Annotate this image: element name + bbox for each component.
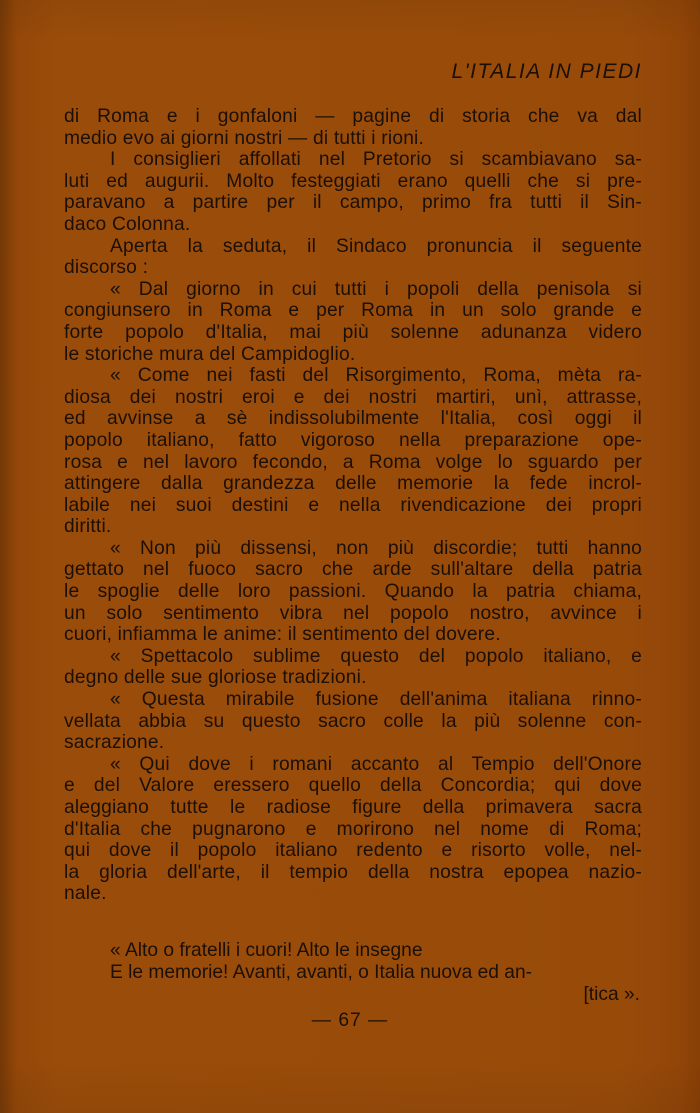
running-head: L'ITALIA IN PIEDI — [451, 60, 642, 83]
text-line: e del Valore eressero quello della Concordia; qui dove — [64, 775, 642, 797]
text-line: gettato nel fuoco sacro che arde sull'altare della patria — [64, 559, 642, 581]
text-line: popolo italiano, fatto vigoroso nella preparazione ope- — [64, 429, 642, 451]
text-line: « Dal giorno in cui tutti i popoli della penisola si — [110, 278, 642, 300]
text-line: degno delle sue gloriose tradizioni. — [64, 667, 367, 689]
text-line: diritti. — [64, 516, 112, 538]
text-line: rosa e nel lavoro fecondo, a Roma volge lo sguardo per — [64, 451, 642, 473]
page-number: — 67 — — [311, 1010, 389, 1031]
verse-line-3: [tica ». — [583, 984, 640, 1005]
text-line: la gloria dell'arte, il tempio della nostra epopea nazio- — [64, 861, 642, 883]
text-line: aleggiano tutte le radiose figure della primavera sacra — [64, 797, 642, 818]
text-line: paravano a partire per il campo, primo fra tutti il Sin- — [64, 192, 642, 214]
text-line: le storiche mura del Campidoglio. — [64, 343, 356, 365]
body-text — [64, 106, 642, 905]
text-line: « Questa mirabile fusione dell'anima italiana rinno- — [110, 689, 642, 711]
text-line: le spoglie delle loro passioni. Quando la patria chiama, — [64, 581, 642, 603]
text-line: congiunsero in Roma e per Roma in un solo grande e — [64, 300, 642, 322]
text-line: medio evo ai giorni nostri — di tutti i rioni. — [64, 127, 425, 149]
text-line: Aperta la seduta, il Sindaco pronuncia il seguente — [110, 235, 642, 257]
text-line: un solo sentimento vibra nel popolo nostro, avvince i — [64, 602, 642, 624]
text-line: di Roma e i gonfaloni — pagine di storia che va dal — [64, 106, 642, 127]
text-line: luti ed augurii. Molto festeggiati erano quelli che si pre- — [64, 170, 642, 192]
verse-line-2: E le memorie! Avanti, avanti, o Italia nuova ed an- — [110, 962, 533, 983]
text-line: ed avvinse a sè indissolubilmente l'Italia, così oggi il — [64, 408, 642, 430]
text-line: I consiglieri affollati nel Pretorio si scambiavano sa- — [110, 149, 642, 171]
verse-quotation — [64, 940, 642, 1006]
verse-line-1: « Alto o fratelli i cuori! Alto le insegne — [110, 940, 423, 961]
text-line: « Qui dove i romani accanto al Tempio dell'Onore — [110, 753, 642, 775]
gutter-shadow — [0, 0, 14, 1113]
text-line: d'Italia che pugnarono e morirono nel nome di Roma; — [64, 818, 642, 840]
text-line: sacrazione. — [64, 732, 165, 754]
text-line: qui dove il popolo italiano redento e risorto volle, nel- — [64, 840, 642, 862]
text-line: attingere dalla grandezza delle memorie la fede incrol- — [64, 473, 642, 495]
text-line: « Spettacolo sublime questo del popolo italiano, e — [110, 645, 642, 667]
text-line: cuori, infiamma le anime: il sentimento del dovere. — [64, 624, 501, 646]
text-line: nale. — [64, 883, 107, 905]
text-line: daco Colonna. — [64, 213, 191, 235]
text-line: discorso : — [64, 257, 149, 279]
text-line: « Non più dissensi, non più discordie; tutti hanno — [110, 537, 642, 559]
text-line: vellata abbia su questo sacro colle la più solenne con- — [64, 710, 642, 732]
text-line: labile nei suoi destini e nella rivendicazione dei propri — [64, 494, 642, 516]
text-line: « Come nei fasti del Risorgimento, Roma, mèta ra- — [110, 365, 642, 387]
text-line: forte popolo d'Italia, mai più solenne adunanza videro — [64, 321, 642, 343]
text-line: diosa dei nostri eroi e dei nostri martiri, unì, attrasse, — [64, 386, 642, 408]
